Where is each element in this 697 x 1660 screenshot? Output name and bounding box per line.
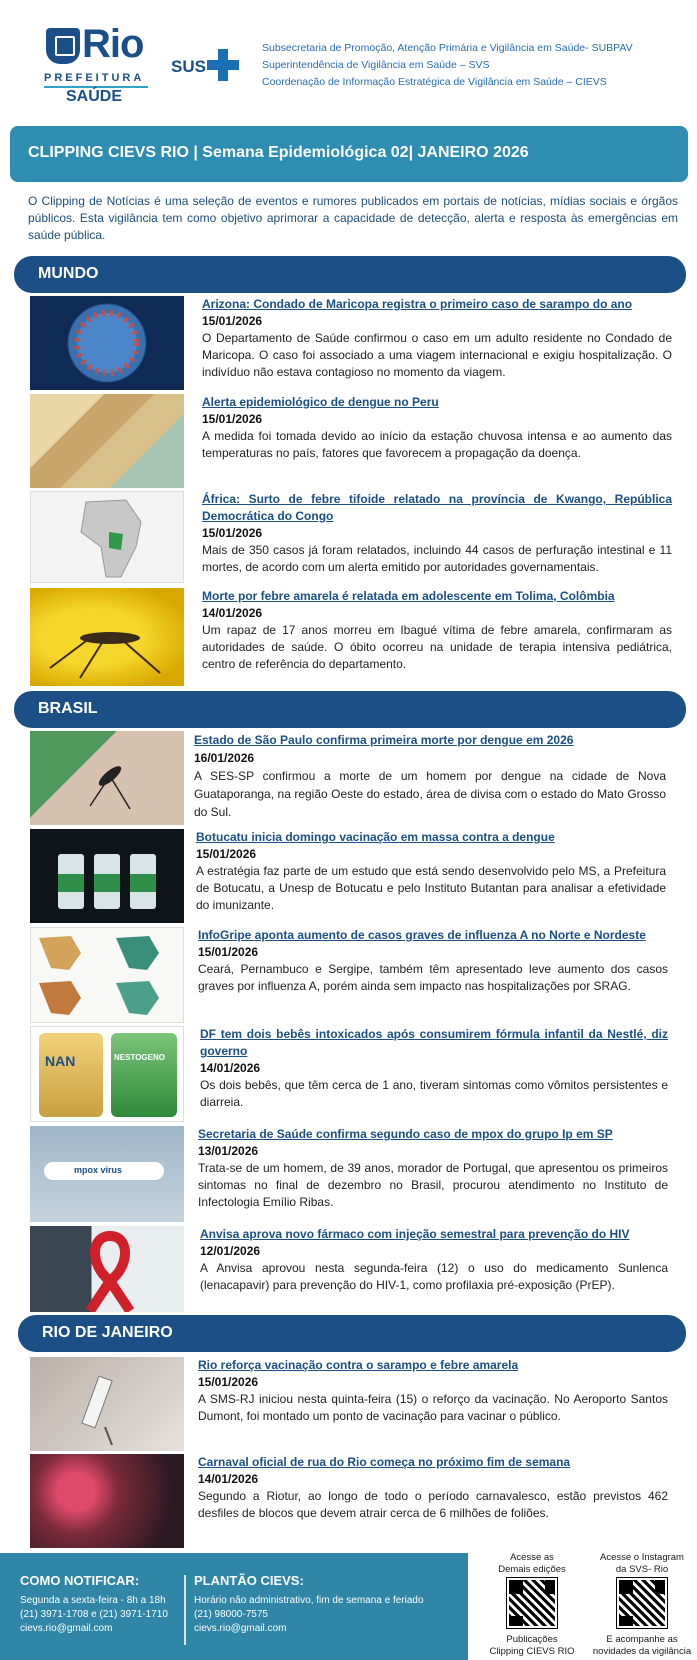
notify-email-link[interactable]: cievs.rio@gmail.com bbox=[20, 1623, 113, 1634]
notify-heading: COMO NOTIFICAR: bbox=[20, 1573, 140, 1588]
news-body: A estratégia faz parte de um estudo que está sendo desenvolvido pelo MS, a Prefeitura de Botucatu, a Unesp de Botucatu e pelo Instituto Butantan para analisar a efetividade do imunizante. bbox=[196, 864, 666, 912]
news-body: A Anvisa aprovou nesta segunda-feira (12) o uso do medicamento Sunlenca (lenacapavir) para prevenção do HIV-1, como profilaxia pré-exposição (PrEP). bbox=[200, 1261, 668, 1292]
sus-logo bbox=[171, 45, 241, 85]
qr-instagram-caption-bottom bbox=[587, 1634, 697, 1658]
news-date: 14/01/2026 bbox=[202, 606, 263, 620]
qr-caption-line: Publicações bbox=[506, 1634, 558, 1645]
syringe-icon bbox=[30, 1357, 184, 1451]
news-date: 14/01/2026 bbox=[200, 1061, 261, 1075]
prefeitura-rio-logo bbox=[42, 22, 152, 108]
agency-line: Coordenação de Informação Estratégica de Vigilância em Saúde – CIEVS bbox=[262, 76, 607, 88]
news-date: 12/01/2026 bbox=[200, 1244, 261, 1258]
plantao-phone: (21) 98000-7575 bbox=[194, 1609, 268, 1620]
virus-image bbox=[30, 296, 184, 390]
nestogeno-label: NESTOGENO bbox=[114, 1053, 165, 1062]
brazil-maps-image bbox=[30, 927, 184, 1023]
nan-label: NAN bbox=[45, 1053, 76, 1069]
news-title-link[interactable]: África: Surto de febre tifoide relatado na província de Kwango, República Democrática do Congo bbox=[202, 492, 672, 523]
africa-map-image bbox=[30, 491, 184, 583]
news-date: 15/01/2026 bbox=[202, 412, 263, 426]
section-label: MUNDO bbox=[38, 265, 99, 282]
africa-map-icon bbox=[31, 492, 184, 583]
qr-caption-line: Acesse o Instagram bbox=[600, 1552, 684, 1563]
news-body: A SES-SP confirmou a morte de um homem por dengue na cidade de Nova Guataporanga, na região Oeste do estado, área de divisa com o estado do Mato Grosso do Sul. bbox=[194, 769, 666, 819]
news-body: Mais de 350 casos já foram relatados, incluindo 44 casos de perfuração intestinal e 11 mortes, de acordo com um alerta emitido por autoridades governamentais. bbox=[202, 543, 672, 574]
agency-line: Superintendência de Vigilância em Saúde – SVS bbox=[262, 59, 490, 71]
section-label: RIO DE JANEIRO bbox=[42, 1324, 173, 1341]
title-bar bbox=[10, 126, 688, 182]
news-date: 15/01/2026 bbox=[198, 1375, 259, 1389]
section-header-brasil bbox=[14, 691, 686, 728]
agency-line: Subsecretaria de Promoção, Atenção Primária e Vigilância em Saúde- SUBPAV bbox=[262, 42, 633, 54]
news-date: 15/01/2026 bbox=[202, 526, 263, 540]
sus-text: SUS bbox=[171, 57, 206, 76]
plantao-email-link[interactable]: cievs.rio@gmail.com bbox=[194, 1623, 287, 1634]
news-body: Ceará, Pernambuco e Sergipe, também têm apresentado leve aumento dos casos graves por influenza A, porém ainda sem impacto nas hospitalizações por SRAG. bbox=[198, 962, 668, 993]
qr-caption-line: E acompanhe as bbox=[606, 1634, 678, 1645]
prefeitura-text: PREFEITURA bbox=[44, 72, 145, 84]
notify-phones: (21) 3971-1708 e (21) 3971-1710 bbox=[20, 1609, 168, 1620]
vaccine-vials-icon bbox=[30, 829, 184, 923]
news-title-link[interactable]: Rio reforça vacinação contra o sarampo e febre amarela bbox=[198, 1358, 519, 1372]
qr-code-icon[interactable] bbox=[507, 1578, 557, 1628]
news-text bbox=[198, 927, 668, 995]
news-text bbox=[202, 491, 672, 576]
news-text bbox=[200, 1026, 668, 1111]
qr-caption-line: Acesse as bbox=[510, 1552, 554, 1563]
mosquito-image bbox=[30, 588, 184, 686]
news-date: 15/01/2026 bbox=[198, 945, 259, 959]
red-ribbon-image bbox=[30, 1226, 184, 1312]
section-header-mundo bbox=[14, 256, 686, 293]
news-body: Um rapaz de 17 anos morreu em Ibagué vítima de febre amarela, confirmaram as autoridades de saúde. O óbito ocorreu na unidade de terapia intensiva pediátrica, centro de referência do departamento. bbox=[202, 623, 672, 671]
carnival-image bbox=[30, 1454, 184, 1548]
news-text bbox=[202, 588, 672, 673]
brazil-maps-icon bbox=[31, 928, 184, 1023]
news-body: Segundo a Riotur, ao longo de todo o período carnavalesco, estão previstos 462 desfiles de blocos que devem atrair cerca de 6 milhões de foliões. bbox=[198, 1489, 668, 1520]
news-date: 13/01/2026 bbox=[198, 1144, 259, 1158]
agency-list bbox=[262, 40, 633, 91]
qr-caption-line: Clipping CIEVS RIO bbox=[489, 1646, 575, 1657]
nestogeno-can bbox=[111, 1033, 177, 1117]
news-title-link[interactable]: Morte por febre amarela é relatada em adolescente em Tolima, Colômbia bbox=[202, 589, 615, 603]
news-title-link[interactable]: Secretaria de Saúde confirma segundo caso de mpox do grupo Ip em SP bbox=[198, 1127, 613, 1141]
news-title-link[interactable]: Alerta epidemiológico de dengue no Peru bbox=[202, 395, 439, 409]
red-ribbon-icon bbox=[30, 1226, 184, 1312]
plantao-heading: PLANTÃO CIEVS: bbox=[194, 1573, 304, 1588]
news-text bbox=[198, 1454, 668, 1522]
intro-text: O Clipping de Notícias é uma seleção de eventos e rumores publicados em portais de notícias, mídias sociais e órgãos públicos. Esta vigilância tem como objetivo aprimorar a capacidade de detecção, alerta e resposta às emergências em saúde pública. bbox=[28, 194, 678, 242]
qr-code-icon[interactable] bbox=[617, 1578, 667, 1628]
news-title-link[interactable]: InfoGripe aponta aumento de casos graves de influenza A no Norte e Nordeste bbox=[198, 928, 646, 942]
news-text bbox=[200, 1226, 668, 1294]
news-body: Os dois bebês, que têm cerca de 1 ano, tiveram sintomas como vômitos persistentes e diarreia. bbox=[200, 1078, 668, 1109]
nan-can bbox=[39, 1033, 103, 1117]
formula-cans-image bbox=[30, 1026, 184, 1122]
qr-instagram bbox=[587, 1548, 697, 1660]
aedes-image bbox=[30, 731, 184, 825]
syringe-image bbox=[30, 1357, 184, 1451]
news-body: Trata-se de um homem, de 39 anos, morador de Portugal, que apresentou os primeiros sintomas no final de dezembro no Brasil, procurou atendimento no Instituto de Infectologia Emílio Ribas. bbox=[198, 1161, 668, 1209]
news-body: A SMS-RJ iniciou nesta quinta-feira (15) o reforço da vacinação. No Aeroporto Santos Dumont, foi montado um ponto de vacinação para vacinar o público. bbox=[198, 1392, 668, 1423]
news-text bbox=[198, 1126, 668, 1211]
news-title-link[interactable]: Arizona: Condado de Maricopa registra o primeiro caso de sarampo do ano bbox=[202, 297, 633, 311]
plantao-hours: Horário não administrativo, fim de semana e feriado bbox=[194, 1595, 424, 1606]
page-title: CLIPPING CIEVS RIO | Semana Epidemiológica 02| JANEIRO 2026 bbox=[28, 144, 529, 161]
section-header-rio bbox=[18, 1315, 686, 1352]
news-title-link[interactable]: DF tem dois bebês intoxicados após consumirem fórmula infantil da Nestlé, diz governo bbox=[200, 1027, 668, 1058]
news-body: A medida foi tomada devido ao início da estação chuvosa intensa e ao aumento das temperaturas no país, fatores que favorecem a propagação da doença. bbox=[202, 429, 672, 460]
aedes-mosquito-icon bbox=[30, 731, 184, 825]
news-title-link[interactable]: Carnaval oficial de rua do Rio começa no próximo fim de semana bbox=[198, 1455, 571, 1469]
mpox-tube-image bbox=[30, 1126, 184, 1222]
qr-editions bbox=[477, 1548, 587, 1660]
news-date: 14/01/2026 bbox=[198, 1472, 259, 1486]
notify-hours: Segunda a sexta-feira - 8h a 18h bbox=[20, 1595, 166, 1606]
news-date: 16/01/2026 bbox=[194, 751, 255, 765]
qr-caption-line: da SVS- Rio bbox=[615, 1564, 669, 1575]
plantao-block bbox=[194, 1573, 424, 1636]
virus-icon bbox=[30, 296, 184, 390]
notify-block bbox=[20, 1573, 168, 1636]
news-title-link[interactable]: Anvisa aprova novo fármaco com injeção semestral para prevenção do HIV bbox=[200, 1227, 630, 1241]
header bbox=[0, 0, 697, 118]
vaccine-vials-image bbox=[30, 829, 184, 923]
saude-text: SAÚDE bbox=[66, 88, 123, 105]
news-text bbox=[202, 296, 672, 381]
qr-editions-caption-bottom bbox=[477, 1634, 587, 1658]
news-date: 15/01/2026 bbox=[202, 314, 263, 328]
sus-cross-icon bbox=[207, 49, 239, 81]
news-text bbox=[198, 1357, 668, 1425]
mosquito-icon bbox=[30, 588, 184, 686]
rio-logo-text: Rio bbox=[82, 22, 144, 66]
footer bbox=[0, 1553, 468, 1660]
qr-caption-line: novidades da vigilância bbox=[592, 1646, 692, 1657]
map-image bbox=[30, 394, 184, 488]
news-text bbox=[194, 731, 666, 821]
footer-divider bbox=[184, 1575, 186, 1645]
news-text bbox=[196, 829, 666, 914]
qr-caption-line: Demais edições bbox=[498, 1564, 566, 1575]
qr-instagram-caption-top bbox=[587, 1552, 697, 1576]
news-title-link[interactable]: Botucatu inicia domingo vacinação em massa contra a dengue bbox=[196, 830, 555, 844]
qr-editions-caption-top bbox=[477, 1552, 587, 1576]
mpox-tube-label: mpox virus bbox=[44, 1162, 164, 1180]
news-text bbox=[202, 394, 672, 462]
rio-crest-icon bbox=[46, 28, 80, 64]
news-title-link[interactable]: Estado de São Paulo confirma primeira morte por dengue em 2026 bbox=[194, 733, 574, 747]
news-body: O Departamento de Saúde confirmou o caso em um adulto residente no Condado de Maricopa. O caso foi associado a uma viagem internacional e exigiu hospitalização. O indivíduo não estava contagioso no momento da viagem. bbox=[202, 331, 672, 379]
section-label: BRASIL bbox=[38, 700, 98, 717]
news-date: 15/01/2026 bbox=[196, 847, 257, 861]
